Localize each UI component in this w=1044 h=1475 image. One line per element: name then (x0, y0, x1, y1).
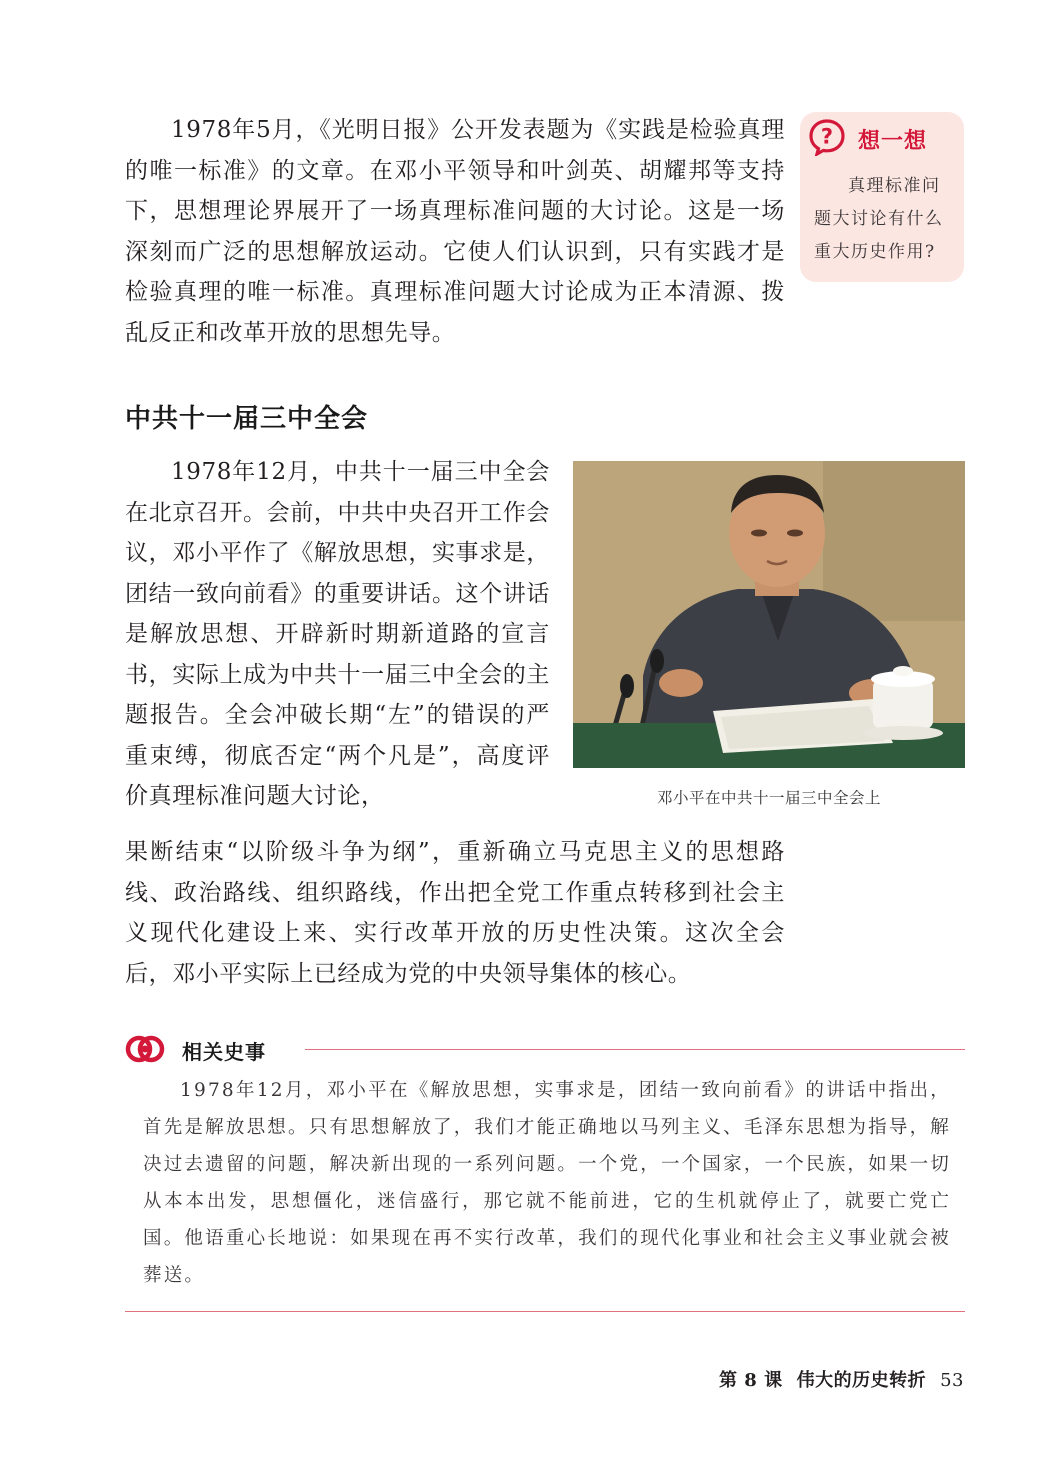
page-footer (719, 1366, 964, 1392)
plenum-paragraph-continued: 果断结束“以阶级斗争为纲”，重新确立马克思主义的思想路线、政治路线、组织路线，作出把全党工作重点转移到社会主义现代化建设上来、实行改革开放的历史性决策。这次全会后，邓小平实际上已经成为党的中央领导集体的核心。 (125, 839, 785, 987)
think-title: 想一想 (858, 129, 928, 154)
question-bubble-icon (808, 118, 846, 156)
bottom-divider (125, 1311, 965, 1312)
page-number: 53 (940, 1370, 964, 1391)
footer-title: 伟大的历史转折 (796, 1370, 927, 1391)
related-text: 1978年12月，邓小平在《解放思想，实事求是，团结一致向前看》的讲话中指出，首先是解放思想。只有思想解放了，我们才能正确地以马列主义、毛泽东思想为指导，解决过去遗留的问题，解决新出现的一系列问题。一个党，一个国家，一个民族，如果一切从本本出发，思想僵化，迷信盛行，那它就不能前进，它的生机就停止了，就要亡党亡国。他语重心长地说：如果现在再不实行改革，我们的现代化事业和社会主义事业就会被葬送。 (143, 1080, 951, 1286)
intro-paragraph: 1978年5月，《光明日报》公开发表题为《实践是检验真理的唯一标准》的文章。在邓小平领导和叶剑英、胡耀邦等支持下，思想理论界展开了一场真理标准问题的大讨论。这是一场深刻而广泛的思想解放运动。它使人们认识到，只有实践才是检验真理的唯一标准。真理标准问题大讨论成为正本清源、拨乱反正和改革开放的思想先导。 (125, 117, 785, 346)
svg-text:?: ? (820, 124, 834, 149)
related-title: 相关史事 (182, 1040, 266, 1064)
plenum-paragraph: 1978年12月，中共十一届三中全会在北京召开。会前，中共中央召开工作会议，邓小平作了《解放思想，实事求是，团结一致向前看》的重要讲话。这个讲话是解放思想、开辟新时期新道路的宣言书，实际上成为中共十一届三中全会的主题报告。全会冲破长期“左”的错误的严重束缚，彻底否定“两个凡是”，高度评价真理标准问题大讨论， (125, 459, 550, 809)
related-divider (305, 1049, 965, 1050)
photo-caption: 邓小平在中共十一届三中全会上 (656, 789, 881, 807)
think-question: 真理标准问题大讨论有什么重大历史作用? (814, 176, 944, 262)
footer-lesson: 第 8 课 (719, 1370, 783, 1391)
section-title: 中共十一届三中全会 (125, 404, 369, 434)
photo-deng-xiaoping (573, 461, 965, 768)
related-history-icon (125, 1030, 165, 1068)
